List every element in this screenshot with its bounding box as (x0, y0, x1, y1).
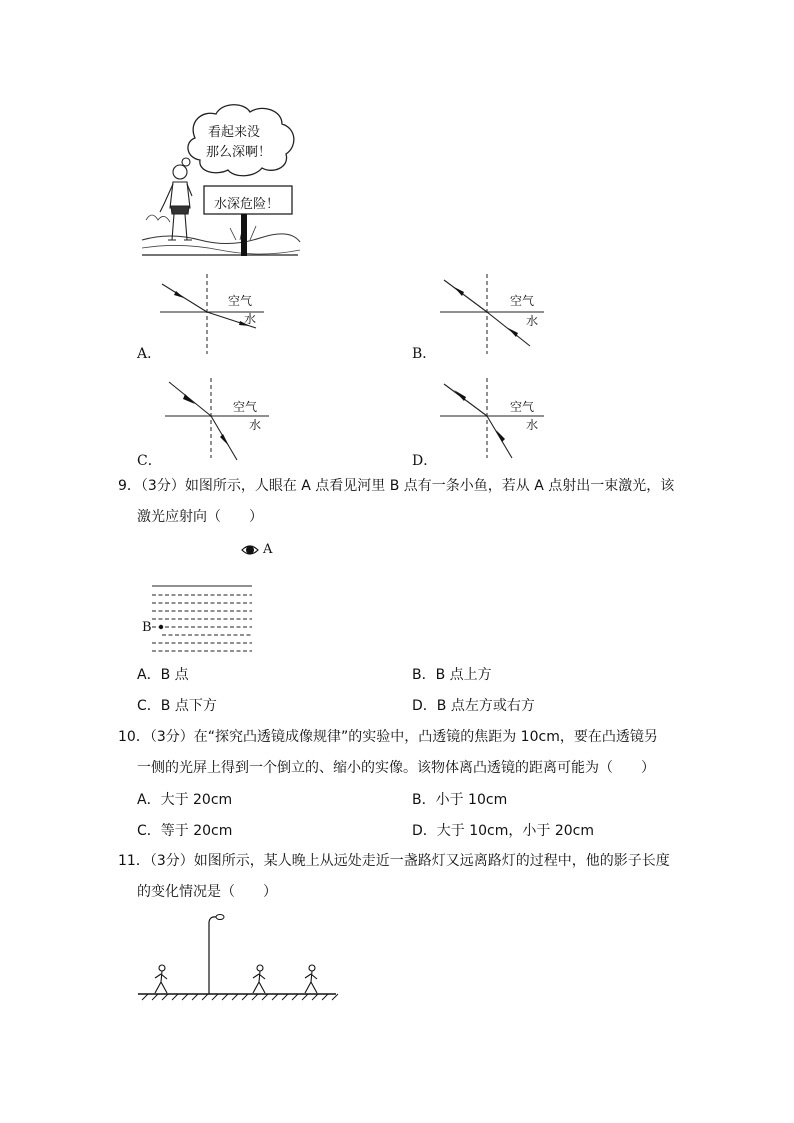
q10-option-c[interactable]: C．等于 20cm (137, 823, 233, 839)
streetlamp-icon (209, 915, 224, 995)
arrow-icon (508, 328, 518, 337)
arrow-icon (454, 390, 466, 401)
air-label: 空气 (233, 400, 258, 414)
arrow-icon (174, 291, 184, 298)
option-b-diagram (440, 272, 550, 357)
q10-option-a[interactable]: A．大于 20cm (137, 792, 233, 808)
option-c-diagram (165, 376, 275, 461)
water-label: 水 (526, 314, 539, 328)
air-label: 空气 (510, 400, 535, 414)
q10-option-b[interactable]: B．小于 10cm (412, 792, 508, 808)
thought-text-2: 那么深啊！ (206, 145, 272, 160)
q11-stem-line2: 的变化情况是（ ） (137, 884, 277, 900)
fish-point-b (159, 625, 163, 629)
water-label: 水 (244, 312, 257, 326)
q9-diagram (140, 538, 280, 656)
option-a-label[interactable]: A． (137, 346, 162, 362)
q10-option-d[interactable]: D．大于 10cm，小于 20cm (412, 823, 594, 839)
option-a-diagram (160, 272, 270, 357)
q10-stem-line1: 10．（3分）在“探究凸透镜成像规律”的实验中，凸透镜的焦距为 10cm，要在凸透镜另 (118, 729, 658, 745)
option-c-label[interactable]: C． (137, 453, 162, 469)
point-a-label: A (263, 542, 273, 557)
q11-streetlight-diagram (136, 912, 340, 1004)
option-b-label[interactable]: B． (412, 346, 437, 362)
q9-option-a[interactable]: A．B 点 (137, 667, 189, 683)
arrow-icon (496, 430, 505, 442)
q9-option-b[interactable]: B．B 点上方 (412, 667, 492, 683)
person-figure (160, 165, 192, 240)
arrow-icon (454, 287, 464, 296)
water-label: 水 (526, 418, 539, 432)
q10-stem-line2: 一侧的光屏上得到一个倒立的、缩小的实像。该物体离凸透镜的距离可能为（ ） (137, 760, 655, 776)
air-label: 空气 (228, 294, 253, 308)
option-d-diagram (440, 376, 550, 461)
sign-text: 水深危险！ (214, 197, 280, 212)
eye-icon (242, 546, 258, 554)
thought-text-1: 看起来没 (208, 125, 261, 140)
point-b-label: B (142, 620, 152, 635)
cartoon-figure (140, 100, 310, 260)
air-label: 空气 (510, 294, 535, 308)
q9-stem-line2: 激光应射向（ ） (137, 509, 263, 525)
option-d-label[interactable]: D． (412, 453, 438, 469)
arrow-icon (220, 434, 229, 446)
arrow-icon (183, 394, 195, 404)
walking-person-icon (155, 965, 167, 993)
walking-person-icon (253, 965, 265, 993)
walking-person-icon (305, 965, 317, 993)
q9-option-d[interactable]: D．B 点左方或右方 (412, 698, 535, 714)
q9-option-c[interactable]: C．B 点下方 (137, 698, 217, 714)
q11-stem-line1: 11．（3分）如图所示，某人晚上从远处走近一盏路灯又远离路灯的过程中，他的影子长度 (118, 853, 670, 869)
q9-stem-line1: 9．（3分）如图所示，人眼在 A 点看见河里 B 点有一条小鱼，若从 A 点射出一束激光，该 (118, 478, 675, 494)
water-label: 水 (249, 418, 262, 432)
